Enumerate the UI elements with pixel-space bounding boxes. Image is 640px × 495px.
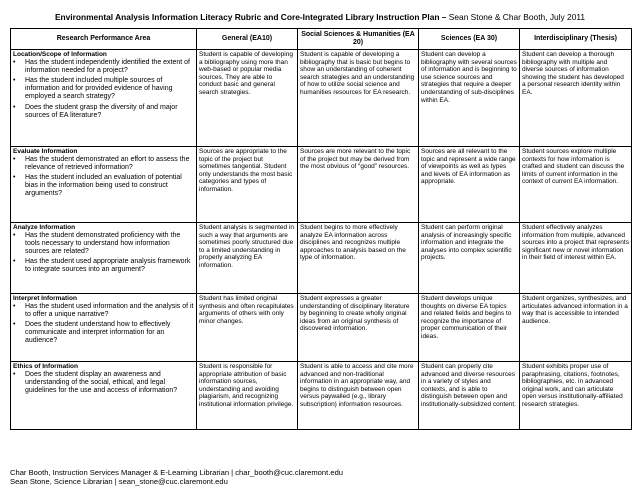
list-item xyxy=(13,174,194,199)
bullet-icon: • xyxy=(13,321,16,328)
bullet-icon: • xyxy=(13,231,16,239)
interdisciplinary-cell: Student organizes, synthesizes, and articulates advanced information in a way that is accessible to intended audience. xyxy=(520,294,632,362)
header-row xyxy=(11,29,632,50)
sciences-cell: Student can properly cite advanced and diverse resources in a variety of styles and contexts, and is able to distinguish between open and institutionally-subsidized content. xyxy=(419,362,520,430)
question-text: Has the student included an evaluation of potential bias in the information being used to construct arguments? xyxy=(25,174,182,198)
question-list xyxy=(13,303,194,346)
bullet-icon: • xyxy=(13,155,16,163)
table-row xyxy=(11,362,632,430)
table-row xyxy=(11,223,632,294)
list-item xyxy=(13,156,194,172)
list-item xyxy=(13,104,194,120)
area-cell xyxy=(11,147,197,223)
table-row xyxy=(11,147,632,223)
table-row xyxy=(11,50,632,147)
list-item xyxy=(13,59,194,75)
table-row xyxy=(11,294,632,362)
general-cell: Student is responsible for appropriate attribution of basic information sources, understanding and avoiding plagiarism, and recognizing institutional information privilege. xyxy=(197,362,298,430)
social-sciences-cell: Student begins to more effectively analyze EA information across disciplines and recognizes multiple approaches to analysis based on the type of information. xyxy=(298,223,419,294)
question-text: Has the student included multiple sources of information and for provided evidence of having employed a search strategy? xyxy=(25,77,173,101)
bullet-icon: • xyxy=(13,103,16,111)
area-cell xyxy=(11,223,197,294)
sciences-cell: Student develops unique thoughts on diverse EA topics and related fields and begins to recognize the importance of proper communication of their ideas. xyxy=(419,294,520,362)
list-item xyxy=(13,232,194,257)
sciences-cell: Student can develop a bibliography with several sources of information and is beginning to use science sources and strategies that require a deeper understanding of sub-disciplines within EA. xyxy=(419,50,520,147)
question-text: Has the student demonstrated proficiency with the tools necessary to understand how information sources are related? xyxy=(25,231,181,255)
social-sciences-cell: Sources are more relevant to the topic of the project but may be derived from the most obvious of “good” resources. xyxy=(298,147,419,223)
question-text: Has the student used appropriate analysis framework to integrate sources into an argument? xyxy=(25,258,191,274)
general-cell: Student has limited original synthesis and often recapitulates arguments of others with only minor changes. xyxy=(197,294,298,362)
interdisciplinary-cell: Student can develop a thorough bibliography with multiple and diverse sources of information showing the student has developed a personal research identity within EA. xyxy=(520,50,632,147)
bullet-icon: • xyxy=(13,370,16,378)
interdisciplinary-cell: Student exhibits proper use of paraphrasing, citations, footnotes, bibliographies, etc. in advanced original work, and can articulate open versus institutionally-affiliated research strategies. xyxy=(520,362,632,430)
question-text: Does the student understand how to effectively communicate and interpret information for an audience? xyxy=(25,321,171,345)
list-item xyxy=(13,371,194,396)
list-item xyxy=(13,303,194,319)
sciences-cell: Sources are all relevant to the topic and represent a wide range of viewpoints as well as types and levels of EA information as appropriate. xyxy=(419,147,520,223)
area-cell xyxy=(11,294,197,362)
bullet-icon: • xyxy=(13,302,16,310)
header-sciences: Sciences (EA 30) xyxy=(419,29,520,50)
bullet-icon: • xyxy=(13,77,16,84)
general-cell: Student is capable of developing a bibliography using more than web-based or popular media sources. They are able to conduct basic and general search strategies. xyxy=(197,50,298,147)
area-title: Analyze Information xyxy=(13,224,76,231)
footer-line-stone: Sean Stone, Science Librarian | sean_stone@cuc.claremont.edu xyxy=(10,477,228,486)
area-cell xyxy=(11,50,197,147)
question-text: Has the student independently identified the extent of information needed for a project? xyxy=(25,58,191,74)
general-cell: Sources are appropriate to the topic of the project but sometimes tangential. Student only understands the most basic categories and types of information. xyxy=(197,147,298,223)
page-title xyxy=(0,12,640,22)
question-list xyxy=(13,371,194,396)
area-cell xyxy=(11,362,197,430)
bullet-icon: • xyxy=(13,58,16,66)
question-text: Has the student demonstrated an effort to assess the relevance of retrieved information? xyxy=(25,155,190,171)
area-title: Ethics of Information xyxy=(13,363,78,370)
header-social-sciences: Social Sciences & Humanities (EA 20) xyxy=(298,29,419,50)
footer xyxy=(10,468,343,486)
bullet-icon: • xyxy=(13,258,16,266)
list-item xyxy=(13,77,194,102)
area-title: Evaluate Information xyxy=(13,148,78,155)
question-list xyxy=(13,156,194,199)
question-text: Has the student used information and the analysis of it to offer a unique narrative? xyxy=(25,302,194,318)
area-title: Location/Scope of Information xyxy=(13,51,107,58)
question-list xyxy=(13,59,194,120)
title-authors: Sean Stone & Char Booth, July 2011 xyxy=(448,12,586,22)
social-sciences-cell: Student is able to access and cite more advanced and non-traditional information in an appropriate way, and begins to distinguish between open versus paywalled (e.g., library subscription) information resources. xyxy=(298,362,419,430)
question-text: Does the student display an awareness and understanding of the social, ethical, and legal guidelines for the use and access of information? xyxy=(25,370,178,394)
interdisciplinary-cell: Student effectively analyzes information from multiple, advanced sources into a project that represents significant new or novel information in their field of interest within EA. xyxy=(520,223,632,294)
list-item xyxy=(13,258,194,274)
header-interdisciplinary: Interdisciplinary (Thesis) xyxy=(520,29,632,50)
bullet-icon: • xyxy=(13,174,16,181)
general-cell: Student analysis is segmented in such a way that arguments are sometimes poorly structured due to a limited understanding in properly analyzing EA information. xyxy=(197,223,298,294)
rubric-table xyxy=(10,28,632,430)
footer-line-booth: Char Booth, Instruction Services Manager & E-Learning Librarian | char_booth@cuc.claremont.edu xyxy=(10,468,344,477)
area-title: Interpret Information xyxy=(13,295,77,302)
sciences-cell: Student can perform original analysis of increasingly specific information and integrate the analyses into complex scientific projects. xyxy=(419,223,520,294)
title-main: Environmental Analysis Information Literacy Rubric and Core-Integrated Library Instruction Plan – xyxy=(54,12,447,22)
header-general: General (EA10) xyxy=(197,29,298,50)
list-item xyxy=(13,321,194,346)
question-list xyxy=(13,232,194,275)
interdisciplinary-cell: Student sources explore multiple contexts for how information is crafted and student can discuss the limits of current information in the context of current EA information. xyxy=(520,147,632,223)
social-sciences-cell: Student is capable of developing a bibliography that is basic but begins to show an understanding of coherent search strategies and an understanding of how to utilize social science and humanities resources for EA research. xyxy=(298,50,419,147)
social-sciences-cell: Student expresses a greater understanding of disciplinary literature by beginning to create wholly original ideas from an original synthesis of discovered information. xyxy=(298,294,419,362)
question-text: Does the student grasp the diversity of and major sources of EA literature? xyxy=(25,103,178,119)
header-area: Research Performance Area xyxy=(11,29,197,50)
